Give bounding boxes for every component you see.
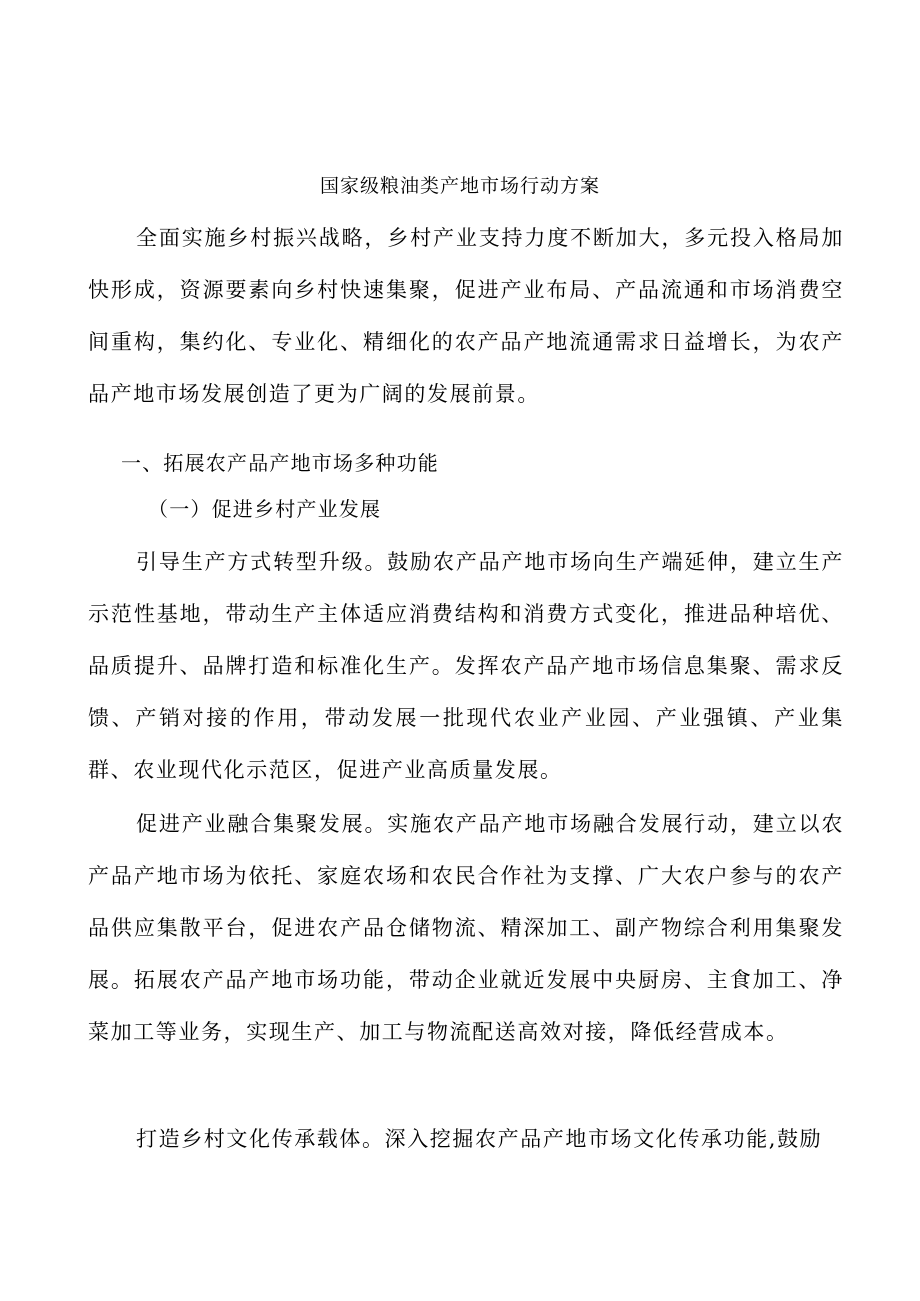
body-paragraph: 引导生产方式转型升级。鼓励农产品产地市场向生产端延伸，建立生产示范性基地，带动生产主体适应消费结构和消费方式变化，推进品种培优、品质提升、品牌打造和标准化生产。发挥农产品产地市场信息集聚、需求反馈、产销对接的作用，带动发展一批现代农业产业园、产业强镇、产业集群、农业现代化示范区，促进产业高质量发展。	[88, 550, 844, 782]
body-paragraph: 打造乡村文化传承载体。深入挖掘农产品产地市场文化传承功能,鼓励	[136, 1127, 823, 1151]
section-heading: 一、拓展农产品产地市场多种功能	[121, 451, 439, 475]
body-paragraph: 促进产业融合集聚发展。实施农产品产地市场融合发展行动，建立以农产品产地市场为依托、家庭农场和农民合作社为支撑、广大农户参与的农产品供应集散平台，促进农产品仓储物流、精深加工、副产物综合利用集聚发展。拓展农产品产地市场功能，带动企业就近发展中央厨房、主食加工、净菜加工等业务，实现生产、加工与物流配送高效对接，降低经营成本。	[88, 812, 844, 1044]
document-title: 国家级粮油类产地市场行动方案	[319, 175, 600, 197]
subsection-heading: （一）促进乡村产业发展	[148, 497, 382, 521]
intro-paragraph: 全面实施乡村振兴战略，乡村产业支持力度不断加大，多元投入格局加快形成，资源要素向乡村快速集聚，促进产业布局、产品流通和市场消费空间重构，集约化、专业化、精细化的农产品产地流通需求日益增长，为农产品产地市场发展创造了更为广阔的发展前景。	[88, 226, 844, 406]
